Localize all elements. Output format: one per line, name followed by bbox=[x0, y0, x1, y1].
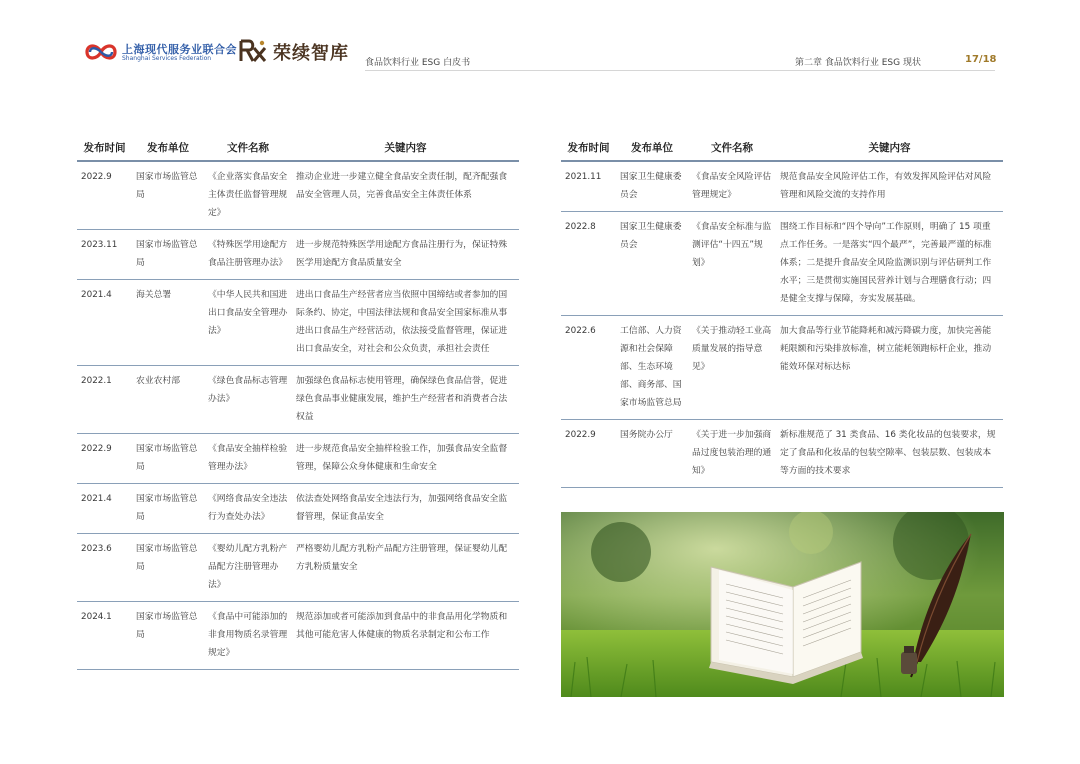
page-number: 17/18 bbox=[965, 54, 997, 65]
table-row bbox=[77, 434, 519, 484]
cell-date: 2022.9 bbox=[77, 434, 132, 484]
cell-document: 《食品安全抽样检验管理办法》 bbox=[204, 434, 292, 484]
column-header-issuer: 发布单位 bbox=[616, 134, 688, 161]
table-row bbox=[77, 161, 519, 230]
cell-date: 2022.6 bbox=[561, 316, 616, 420]
chapter-title: 第二章 食品饮料行业 ESG 现状 bbox=[795, 58, 921, 68]
cell-issuer: 国家市场监管总局 bbox=[132, 434, 204, 484]
column-header-issuer: 发布单位 bbox=[132, 134, 204, 161]
table-row bbox=[77, 484, 519, 534]
book-quill-illustration-icon bbox=[561, 512, 1004, 697]
cell-date: 2022.1 bbox=[77, 366, 132, 434]
column-header-document: 文件名称 bbox=[688, 134, 776, 161]
cell-document: 《婴幼儿配方乳粉产品配方注册管理办法》 bbox=[204, 534, 292, 602]
cell-issuer: 国家市场监管总局 bbox=[132, 161, 204, 230]
cell-date: 2022.8 bbox=[561, 212, 616, 316]
cell-document: 《特殊医学用途配方食品注册管理办法》 bbox=[204, 230, 292, 280]
table-row bbox=[561, 212, 1003, 316]
cell-date: 2022.9 bbox=[561, 420, 616, 488]
cell-issuer: 国家市场监管总局 bbox=[132, 534, 204, 602]
cell-issuer: 国家市场监管总局 bbox=[132, 484, 204, 534]
table-row bbox=[77, 230, 519, 280]
table-row bbox=[77, 534, 519, 602]
policy-table-right bbox=[561, 134, 1003, 488]
cell-document: 《食品安全标准与监测评估“十四五”规划》 bbox=[688, 212, 776, 316]
cell-date: 2024.1 bbox=[77, 602, 132, 670]
table-header-row bbox=[561, 134, 1003, 161]
header-divider bbox=[365, 70, 995, 71]
table-row bbox=[561, 420, 1003, 488]
cell-content: 进一步规范特殊医学用途配方食品注册行为，保证特殊医学用途配方食品质量安全 bbox=[292, 230, 519, 280]
org-name-cn: 上海现代服务业联合会 bbox=[122, 43, 237, 56]
book-on-grass-photo bbox=[561, 512, 1004, 697]
cell-date: 2023.11 bbox=[77, 230, 132, 280]
cell-content: 依法查处网络食品安全违法行为，加强网络食品安全监督管理，保证食品安全 bbox=[292, 484, 519, 534]
cell-document: 《网络食品安全违法行为查处办法》 bbox=[204, 484, 292, 534]
cell-document: 《中华人民共和国进出口食品安全管理办法》 bbox=[204, 280, 292, 366]
cell-content: 推动企业进一步建立健全食品安全责任制，配齐配强食品安全管理人员，完善食品安全主体责任体系 bbox=[292, 161, 519, 230]
cell-content: 规范食品安全风险评估工作，有效发挥风险评估对风险管理和风险交流的支持作用 bbox=[776, 161, 1003, 212]
cell-content: 规范添加或者可能添加到食品中的非食品用化学物质和其他可能危害人体健康的物质名录制定和公布工作 bbox=[292, 602, 519, 670]
cell-document: 《关于推动轻工业高质量发展的指导意见》 bbox=[688, 316, 776, 420]
column-header-content: 关键内容 bbox=[292, 134, 519, 161]
column-header-date: 发布时间 bbox=[561, 134, 616, 161]
cell-date: 2021.11 bbox=[561, 161, 616, 212]
column-header-document: 文件名称 bbox=[204, 134, 292, 161]
table-row bbox=[561, 316, 1003, 420]
org-name-en: Shanghai Services Federation bbox=[122, 55, 212, 62]
cell-content: 新标准规范了 31 类食品、16 类化妆品的包装要求，规定了食品和化妆品的包装空隙率、包装层数、包装成本等方面的技术要求 bbox=[776, 420, 1003, 488]
cell-issuer: 工信部、人力资源和社会保障部、生态环境部、商务部、国家市场监管总局 bbox=[616, 316, 688, 420]
cell-issuer: 国家市场监管总局 bbox=[132, 602, 204, 670]
cell-document: 《企业落实食品安全主体责任监督管理规定》 bbox=[204, 161, 292, 230]
cell-issuer: 国家卫生健康委员会 bbox=[616, 212, 688, 316]
cell-content: 加大食品等行业节能降耗和减污降碳力度，加快完善能耗限额和污染排放标准，树立能耗领跑标杆企业，推动能效环保对标达标 bbox=[776, 316, 1003, 420]
cell-date: 2023.6 bbox=[77, 534, 132, 602]
cell-content: 进一步规范食品安全抽样检验工作，加强食品安全监督管理，保障公众身体健康和生命安全 bbox=[292, 434, 519, 484]
cell-document: 《绿色食品标志管理办法》 bbox=[204, 366, 292, 434]
document-title: 食品饮料行业 ESG 白皮书 bbox=[365, 58, 471, 68]
table-row bbox=[561, 161, 1003, 212]
cell-issuer: 海关总署 bbox=[132, 280, 204, 366]
cell-document: 《关于进一步加强商品过度包装治理的通知》 bbox=[688, 420, 776, 488]
cell-date: 2021.4 bbox=[77, 484, 132, 534]
cell-issuer: 农业农村部 bbox=[132, 366, 204, 434]
brand-name: 荣续智库 bbox=[273, 43, 349, 64]
cell-issuer: 国务院办公厅 bbox=[616, 420, 688, 488]
cell-content: 进出口食品生产经营者应当依照中国缔结或者参加的国际条约、协定，中国法律法规和食品安全国家标准从事进出口食品生产经营活动，依法接受监督管理，保证进出口食品安全，对社会和公众负责，承担社会责任 bbox=[292, 280, 519, 366]
cell-issuer: 国家卫生健康委员会 bbox=[616, 161, 688, 212]
table-header-row bbox=[77, 134, 519, 161]
table-row bbox=[77, 280, 519, 366]
cell-content: 严格婴幼儿配方乳粉产品配方注册管理，保证婴幼儿配方乳粉质量安全 bbox=[292, 534, 519, 602]
cell-document: 《食品中可能添加的非食用物质名录管理规定》 bbox=[204, 602, 292, 670]
cell-issuer: 国家市场监管总局 bbox=[132, 230, 204, 280]
page-header bbox=[0, 0, 1080, 80]
cell-date: 2022.9 bbox=[77, 161, 132, 230]
cell-date: 2021.4 bbox=[77, 280, 132, 366]
cell-content: 加强绿色食品标志使用管理，确保绿色食品信誉，促进绿色食品事业健康发展，维护生产经营者和消费者合法权益 bbox=[292, 366, 519, 434]
cell-document: 《食品安全风险评估管理规定》 bbox=[688, 161, 776, 212]
cell-content: 围绕工作目标和“四个导向”工作原则，明确了 15 项重点工作任务。一是落实“四个最严”，完善最严谨的标准体系；二是提升食品安全风险监测识别与评估研判工作水平；三是贯彻实施国民营养计划与合理膳食行动；四是健全支撑与保障，夯实发展基础。 bbox=[776, 212, 1003, 316]
table-row bbox=[77, 602, 519, 670]
rx-brand-logo-icon bbox=[238, 38, 268, 64]
federation-logo-icon bbox=[84, 40, 118, 64]
column-header-content: 关键内容 bbox=[776, 134, 1003, 161]
table-row bbox=[77, 366, 519, 434]
column-header-date: 发布时间 bbox=[77, 134, 132, 161]
policy-table-left bbox=[77, 134, 519, 670]
